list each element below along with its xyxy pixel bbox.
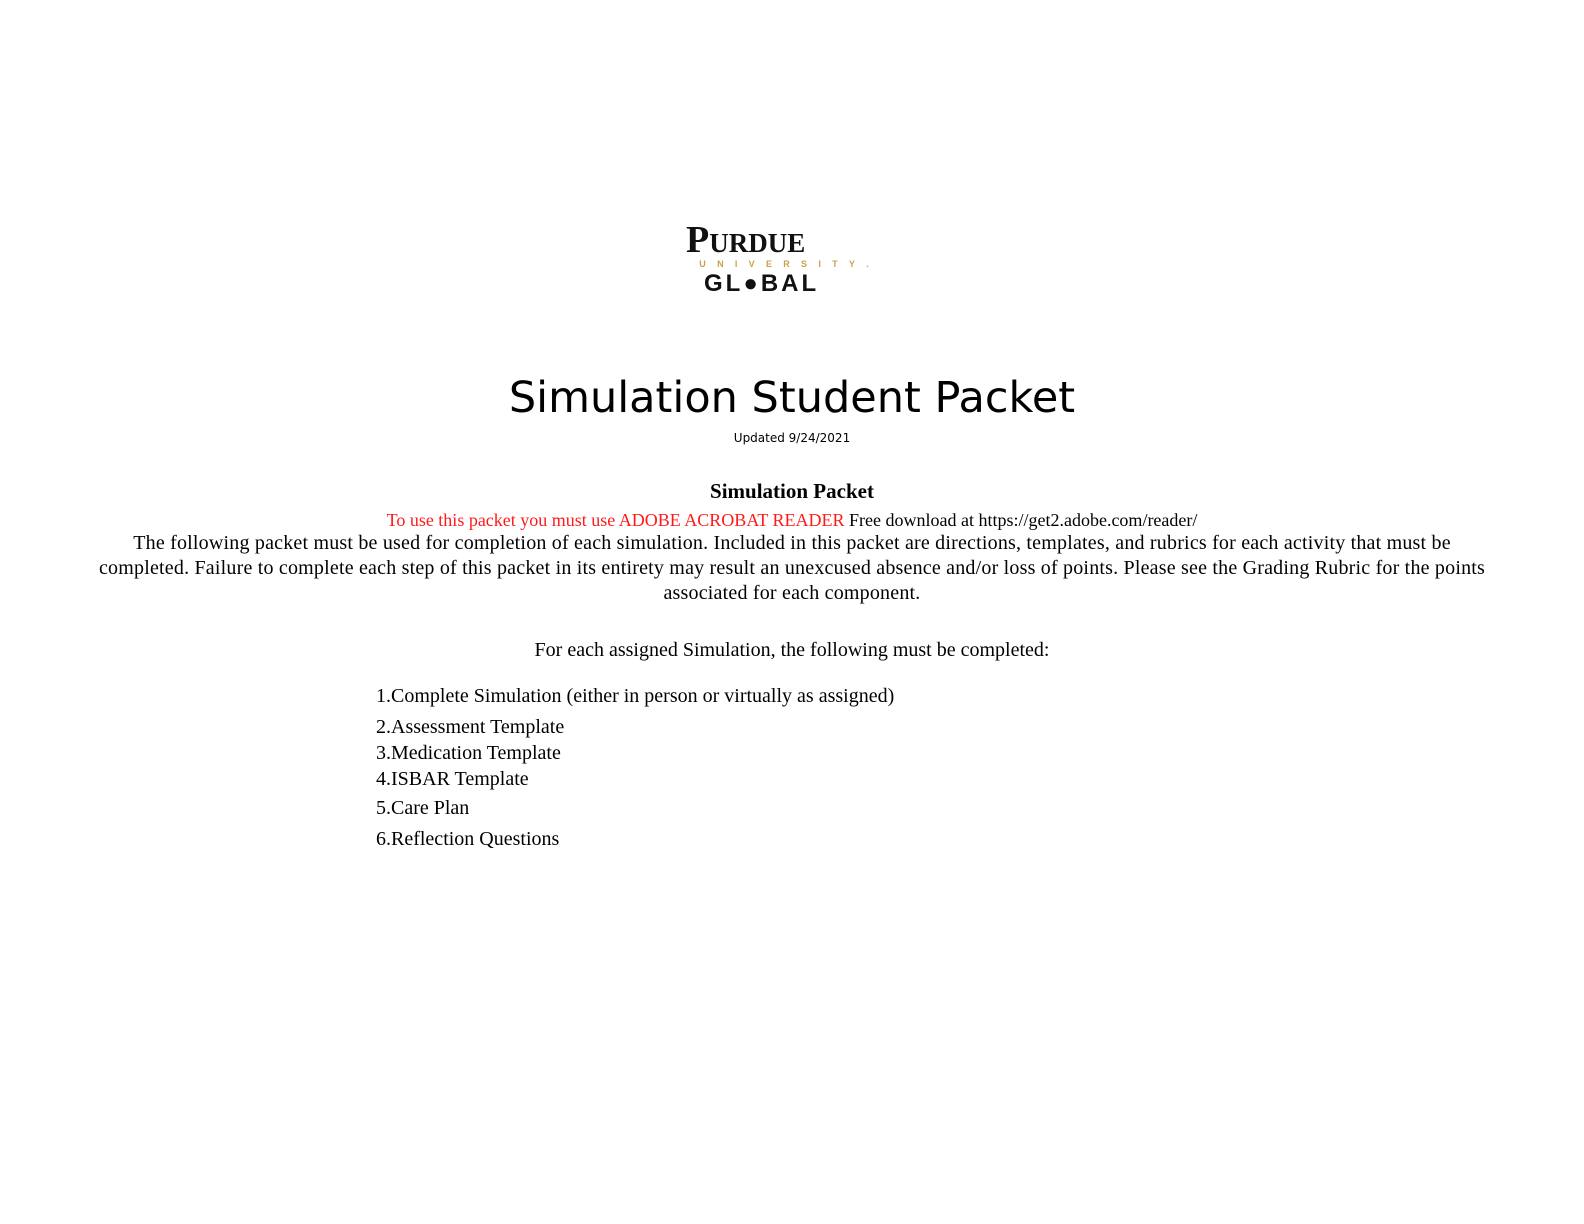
list-item: 4.ISBAR Template xyxy=(376,768,529,790)
logo-university-letter: I xyxy=(818,259,821,269)
logo-university-text xyxy=(688,258,880,270)
list-item: 3.Medication Template xyxy=(376,742,561,764)
list-item: 1.Complete Simulation (either in person or virtually as assigned) xyxy=(376,685,895,707)
logo-university-letter: E xyxy=(765,259,772,269)
logo-university-letter: I xyxy=(734,259,738,269)
adobe-notice xyxy=(0,509,1584,531)
list-item: 5.Care Plan xyxy=(376,797,470,819)
logo-university-letter: R xyxy=(783,259,790,269)
logo-university-letter: T xyxy=(832,259,838,269)
logo-purdue-text: Purdue xyxy=(686,219,806,261)
intro-paragraph: The following packet must be used for completion of each simulation. Included in this packet are directions, templates, and rubrics for each activity that must be completed. Failure to complete each step of this packet in its entirety may result an unexcused absence and/or loss of points. Please see the Grading Rubric for the points associated for each component. xyxy=(98,532,1486,604)
logo-university-letter: N xyxy=(717,259,724,269)
page-title: Simulation Student Packet xyxy=(508,373,1076,423)
list-item: 2.Assessment Template xyxy=(376,716,565,738)
steps-lead-text: For each assigned Simulation, the following must be completed: xyxy=(534,639,1050,661)
adobe-warning-text: To use this packet you must use ADOBE ACROBAT READER xyxy=(386,510,845,530)
download-text: Free download at xyxy=(844,510,979,530)
logo-university-letter: Y xyxy=(848,259,855,269)
purdue-global-logo xyxy=(686,220,882,300)
logo-university-letter: . xyxy=(866,259,869,269)
logo-university-letter: S xyxy=(801,259,808,269)
adobe-reader-link[interactable]: https://get2.adobe.com/reader/ xyxy=(978,510,1198,530)
logo-university-letter: U xyxy=(699,259,706,269)
updated-date: Updated 9/24/2021 xyxy=(733,431,851,445)
list-item: 6.Reflection Questions xyxy=(376,828,560,850)
logo-university-letter: V xyxy=(748,259,755,269)
section-title: Simulation Packet xyxy=(710,479,874,503)
logo-global-text: GL●BAL xyxy=(704,270,820,297)
